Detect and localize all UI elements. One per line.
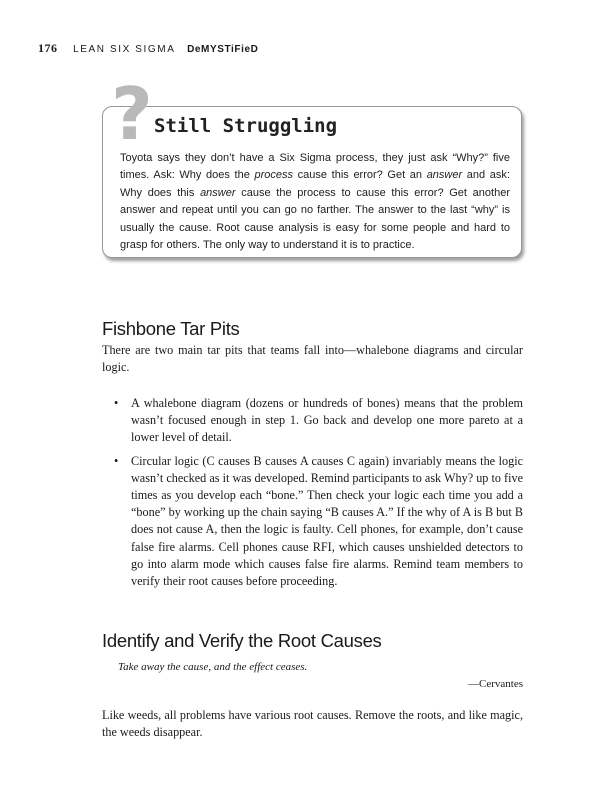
series-title: LEAN SIX SIGMA <box>73 44 176 55</box>
epigraph-quote: Take away the cause, and the effect ceases. <box>118 661 308 673</box>
epigraph-attribution: —Cervantes <box>468 678 523 690</box>
list-item: • Circular logic (C causes B causes A causes C again) invariably means the logic wasn’t checked as it was developed. Remind participants to ask Why? up to five times as you develop each “bone.” Then check your logic each time you add a “bone” by working up the chain saying “B causes A.” If the why of A is B but B does not cause A, then the logic is faulty. Cell phones, for example, don’t cause false fire alarms. Cell phones cause RFI, which causes unshielded detectors to go into alarm mode which causes false fire alarms. Remind team members to verify their root causes before proceeding. <box>112 453 523 591</box>
section-heading-fishbone: Fishbone Tar Pits <box>102 318 240 339</box>
running-header <box>38 41 259 56</box>
series-brand: DeMYSTiFieD <box>187 44 259 55</box>
still-struggling-text: Toyota says they don’t have a Six Sigma process, they just ask “Why?” five times. Ask: Why does the process cause this error? Get an answer and ask: Why does this answer cause the process to cause this error? Get another answer and repeat until you can go no farther. The answer to the last “why” is usually the cause. Root cause analysis is easy for some people and hard to grasp for others. The only way to understand it is to practice. <box>120 152 510 252</box>
section-heading-root-causes: Identify and Verify the Root Causes <box>102 630 382 651</box>
question-mark-icon: ? <box>111 72 153 156</box>
fishbone-intro: There are two main tar pits that teams fall into—whalebone diagrams and circular logic. <box>102 343 523 375</box>
still-struggling-title: Still Struggling <box>154 115 338 137</box>
page-number: 176 <box>38 41 58 55</box>
root-causes-body: Like weeds, all problems have various root causes. Remove the roots, and like magic, the weeds disappear. <box>102 708 523 740</box>
tar-pit-list <box>112 395 523 596</box>
list-item: • A whalebone diagram (dozens or hundreds of bones) means that the problem wasn’t focused enough in step 1. Go back and develop one more pareto at a lower level of detail. <box>112 395 523 447</box>
